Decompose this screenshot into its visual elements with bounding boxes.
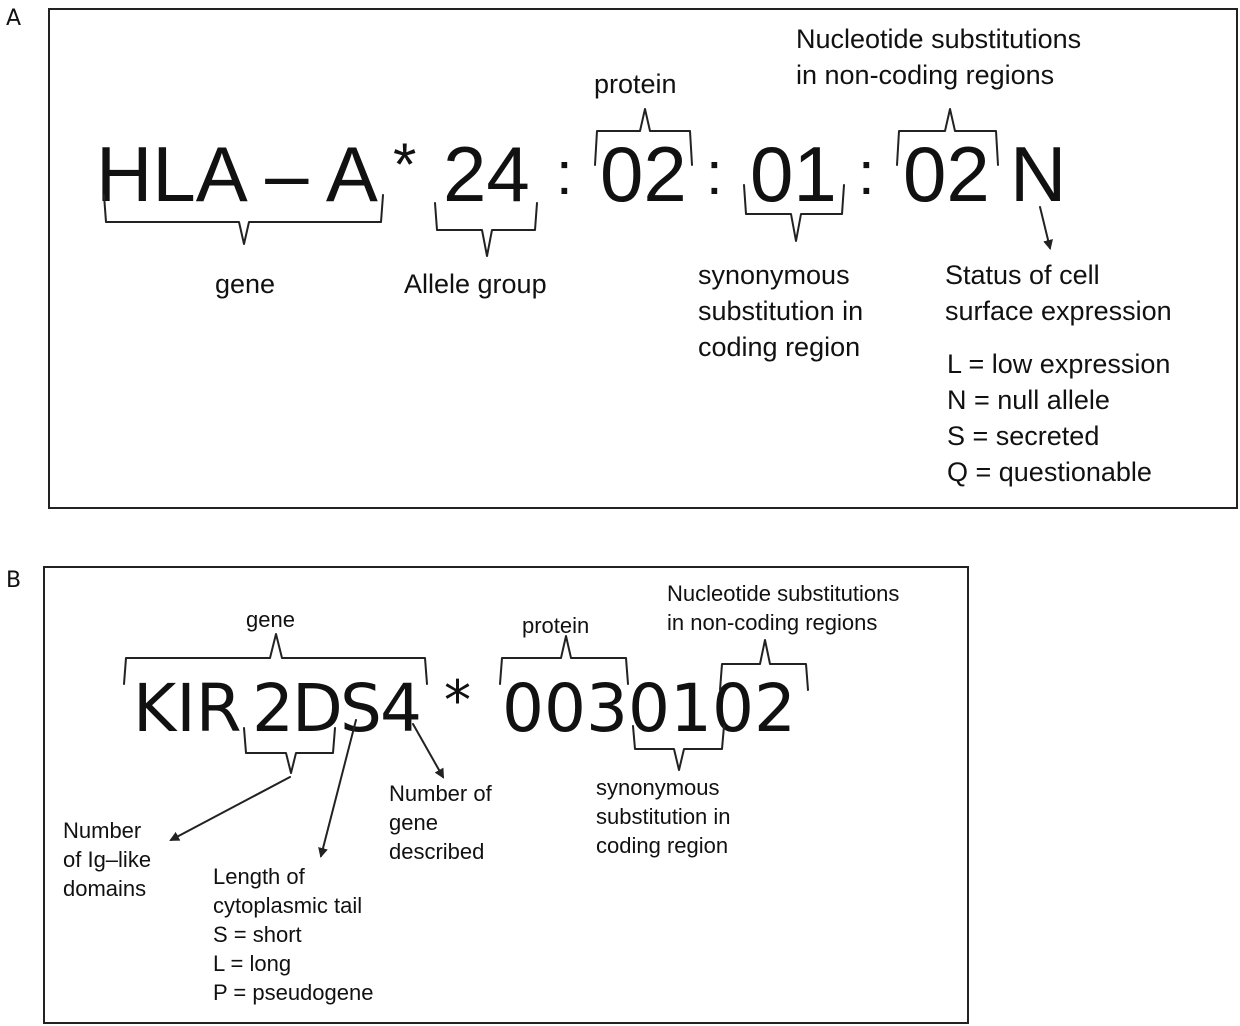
hla-allele-group-digits: 24 — [443, 130, 530, 218]
hla-status-line-1: Status of cell — [945, 260, 1100, 290]
hla-status-code-n: N = null allele — [947, 385, 1110, 415]
kir-domains-line-2: of Ig–like — [63, 847, 152, 872]
kir-tail-line-5: P = pseudogene — [213, 980, 374, 1005]
kir-domains-label — [63, 816, 151, 903]
hla-protein-label: protein — [594, 69, 677, 99]
kir-synonymous-line-3: coding region — [596, 833, 729, 858]
hla-synonymous-line-3: coding region — [698, 332, 861, 362]
hla-colon-2: : — [706, 140, 723, 207]
hla-status-label — [945, 257, 1172, 329]
kir-tail-letter: D — [292, 670, 343, 747]
kir-type-letter: S — [340, 670, 382, 747]
hla-synonymous-label — [698, 257, 863, 365]
kir-noncoding-label — [667, 579, 899, 637]
hla-allele-group-label: Allele group — [404, 269, 547, 299]
hla-status-code-l: L = low expression — [947, 349, 1171, 379]
kir-domains-line-3: domains — [63, 876, 147, 901]
kir-prefix-text: KIR — [133, 670, 242, 747]
hla-gene-label: gene — [215, 269, 276, 299]
hla-noncoding-line-2: in non-coding regions — [796, 60, 1055, 90]
hla-synonymous-line-2: substitution in — [698, 296, 864, 326]
kir-protein-label: protein — [522, 613, 590, 638]
kir-number-line-2: gene — [389, 810, 438, 835]
kir-synonymous-label — [596, 773, 731, 860]
kir-tail-line-3: S = short — [213, 922, 302, 947]
hla-synonymous-digits: 01 — [750, 130, 837, 218]
kir-number-line-1: Number of — [389, 781, 492, 806]
panel-a-letter: A — [6, 6, 22, 31]
kir-tail-label — [213, 862, 373, 1007]
kir-noncoding-line-2: in non-coding regions — [667, 610, 878, 635]
kir-synonymous-line-1: synonymous — [596, 775, 720, 800]
kir-allele-digits: 0030102 — [502, 670, 796, 747]
kir-gene-label: gene — [246, 607, 295, 632]
kir-domains-line-1: Number — [63, 818, 142, 843]
kir-number-line-3: described — [389, 839, 485, 864]
kir-number-digit: 4 — [380, 670, 422, 747]
panel-b-letter: B — [6, 568, 22, 593]
hla-status-line-2: surface expression — [945, 296, 1172, 326]
hla-noncoding-label — [796, 21, 1081, 93]
kir-domains-digit: 2 — [252, 670, 294, 747]
kir-tail-line-4: L = long — [213, 951, 292, 976]
hla-expression-suffix: N — [1010, 130, 1067, 218]
hla-star: * — [393, 131, 417, 198]
hla-gene-text: HLA – A — [96, 130, 378, 218]
hla-colon-3: : — [858, 140, 875, 207]
hla-status-code-s: S = secreted — [947, 421, 1100, 451]
hla-noncoding-digits: 02 — [903, 130, 990, 218]
hla-colon-1: : — [556, 140, 573, 207]
kir-noncoding-line-1: Nucleotide substitutions — [667, 581, 900, 606]
hla-noncoding-line-1: Nucleotide substitutions — [796, 24, 1082, 54]
hla-protein-digits: 02 — [600, 130, 687, 218]
kir-tail-line-2: cytoplasmic tail — [213, 893, 363, 918]
hla-synonymous-line-1: synonymous — [698, 260, 850, 290]
kir-tail-line-1: Length of — [213, 864, 305, 889]
kir-synonymous-line-2: substitution in — [596, 804, 731, 829]
kir-star: * — [444, 669, 471, 732]
hla-status-code-q: Q = questionable — [947, 457, 1152, 487]
kir-number-label — [389, 779, 492, 866]
hla-status-codes — [947, 346, 1170, 490]
